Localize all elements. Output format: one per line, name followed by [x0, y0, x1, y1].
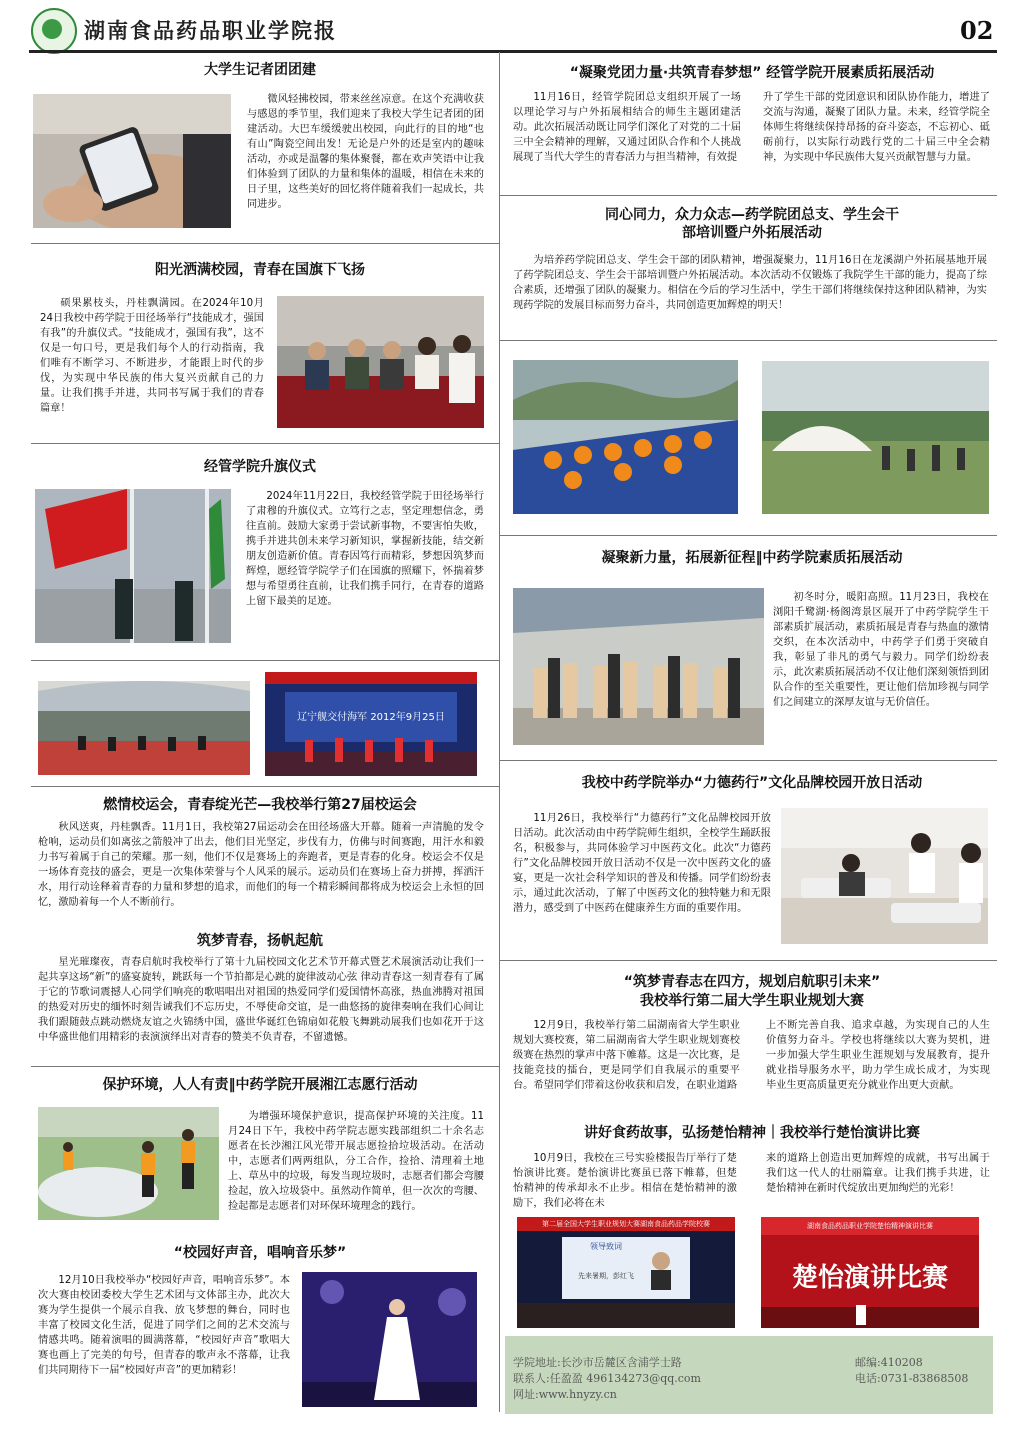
footer-postcode: 邮编:410208 — [855, 1356, 923, 1369]
photo-tcm-massage — [781, 808, 988, 944]
article-body-career-left: 12月9日，我校举行第二届湖南省大学生职业规划大赛校赛，第二届湖南省大学生职业规划赛校级赛在热烈的掌声中落下帷幕。这是一次比赛，是技能竞技的擂台，更是同学们自我展示的重要平台。希望同学们带着这份收获和启发，在职业道路 — [513, 1020, 740, 1091]
article-body-flag-youth: 硕果累枝头，丹桂飘满园。在2024年10月24日我校中药学院于田径场举行“技能成才，强国有我”的升旗仪式。“技能成才，强国有我”，这不仅是一句口号，更是我们每个人的行动指南，我们唯有不断学习、不断进步，才能跟上时代的步伐，为实现中华民族的伟大复兴贡献自己的力量。让我们携手并进，共同书写属于我们的青春篇章！ — [40, 298, 264, 414]
stage-banner-text: 辽宁舰交付海军 2012年9月25日 — [297, 712, 445, 723]
article-title-econ-flag: 经管学院升旗仪式 — [204, 459, 316, 475]
footer-address: 学院地址:长沙市岳麓区含浦学士路 — [513, 1356, 682, 1369]
article-title-chuyi-speech: 讲好食药故事，弘扬楚怡精神｜我校举行楚怡演讲比赛 — [584, 1125, 920, 1141]
newspaper-title: 湖南食品药品职业学院报 — [84, 18, 337, 43]
career-photo-banner: 第二届全国大学生职业规划大赛湖南食品药品学院校赛 — [542, 1220, 710, 1228]
article-title-tcm-expansion: 凝聚新力量，拓展新征程‖中药学院素质拓展活动 — [601, 550, 903, 566]
header-rule — [29, 50, 997, 53]
photo-outdoor-tent — [762, 361, 989, 514]
article-title-career-2: 我校举行第二届大学生职业规划大赛 — [640, 993, 864, 1009]
photo-ceremony-guests — [277, 296, 484, 428]
divider — [499, 760, 997, 761]
article-title-sports-meet: 燃情校运会，青春绽光芒—我校举行第27届校运会 — [103, 797, 417, 813]
career-screen-title: 领导致词 — [590, 1242, 622, 1251]
divider — [31, 1066, 499, 1067]
divider — [499, 960, 997, 961]
contact-footer — [505, 1336, 993, 1414]
article-body-chuyi-right: 来的道路上创造出更加辉煌的成就，书写出属于我们这一代人的壮丽篇章。让我们携手共进，让楚怡精神在新时代绽放出更加绚烂的光彩！ — [766, 1153, 990, 1194]
article-title-campus-voice: “校园好声音，唱响音乐梦” — [173, 1245, 347, 1261]
photo-phone-hands — [33, 94, 231, 228]
article-title-volunteer: 保护环境，人人有责‖中药学院开展湘江志愿行活动 — [102, 1077, 418, 1093]
career-screen-subtitle: 先来暑期，彭红飞 — [578, 1272, 634, 1280]
article-body-career-right: 上不断完善自我、追求卓越，为实现自己的人生价值努力奋斗。学校也将继续以大赛为契机，进一步加强大学生职业生涯规划与发展教育，提升就业指导服务水平，助力学生成长成才，为实现毕业生更高质量更充分就业作出更大贡献。 — [766, 1020, 990, 1091]
footer-website: 网址:www.hnyzy.cn — [513, 1388, 617, 1401]
article-title-flag-youth: 阳光洒满校园，青春在国旗下飞扬 — [155, 262, 365, 278]
photo-flag-raising — [35, 489, 231, 643]
article-body-chuyi-left: 10月9日，我校在三号实验楼报告厅举行了楚怡演讲比赛。楚怡演讲比赛虽已落下帷幕，但楚怡精神的传承却永不止步。相信在楚怡精神的激励下，我们必将在未 — [513, 1153, 737, 1209]
divider — [31, 443, 499, 444]
article-title-art-festival: 筑梦青春，扬帆起航 — [197, 933, 323, 949]
article-body-lide-open-day: 11月26日，我校举行“力德药行”文化品牌校园开放日活动。此次活动由中药学院师生组织，全校学生踊跃报名，积极参与，共同体验学习中医药文化。此次“力德药行”文化品牌校园开放日活动不仅是一次中医药文化的盛宴，更是一次社会科学知识的普及和传播。同学们纷纷表示，通过此次活动，了解了中医药文化的独特魅力和无限潜力，感受到了中医药在健康养生方面的重要作用。 — [513, 813, 771, 914]
column-divider — [499, 52, 500, 1412]
photo-chuyi-stage — [761, 1217, 979, 1328]
divider — [499, 195, 997, 196]
photo-boat-rowing — [513, 360, 738, 514]
divider — [31, 243, 499, 244]
chuyi-photo-big-text: 楚怡演讲比赛 — [791, 1263, 948, 1293]
photo-volunteers — [38, 1107, 219, 1220]
photo-hall-game — [513, 588, 764, 745]
photo-career-stage — [517, 1217, 735, 1328]
article-body-econ-flag: 2024年11月22日，我校经管学院于田径场举行了肃穆的升旗仪式。立笃行之志，坚定理想信念，勇往直前。鼓励大家勇于尝试新事物，不要害怕失败，携手并进共创未来学习新知识，掌握新技能，结交新朋友创造新价值。青春因笃行而精彩，梦想因筑梦而辉煌，愿经管学院学子们在国旗的照耀下，怀揣着梦想与希望勇往直前，让我们携手同行，在青春的道路上留下最美的足迹。 — [246, 491, 484, 607]
article-title-pharmacy-training-1: 同心同力，众力众志—药学院团总支、学生会干 — [605, 207, 899, 223]
divider — [499, 535, 997, 536]
photo-sports-track — [38, 681, 250, 775]
article-body-sports-meet: 秋风送爽，丹桂飘香。11月1日，我校第27届运动会在田径场盛大开幕。随着一声清脆的发令枪响，运动员们如离弦之箭般冲了出去，他们目光坚定，步伐有力，仿佛与时间赛跑，用汗水和毅力书写着属于自己的荣耀。那一刻，他们不仅是赛场上的奔跑者，更是青春的化身。校运会不仅是一场体育竞技的盛会，更是一次集体荣誉与个人风采的展示。运动员们在赛场上奋力拼搏，挥洒汗水，用行动诠释着青春的力量和梦想的追求，而他们的每一个精彩瞬间都将成为校运会上永恒的回忆，激励着每一个人不断前行。 — [38, 822, 484, 908]
divider — [31, 660, 499, 661]
article-body-econ-expansion-right: 升了学生干部的党团意识和团队协作能力，增进了交流与沟通，凝聚了团队力量。未来，经管学院全体师生将继续保持昂扬的奋斗姿态，不忘初心、砥砺前行，以实际行动践行党的二十届三中全会精神，为实现中华民族伟大复兴贡献智慧与力量。 — [763, 92, 990, 163]
article-title-career-1: “筑梦青春志在四方，规划启航职引未来” — [623, 974, 881, 990]
article-body-reporters: 微风轻拂校园，带来丝丝凉意。在这个充满收获与感恩的季节里，我们迎来了我校大学生记者团的团建活动。大巴车缓缓驶出校园，向此行的目的地“也有山”陶瓷空间出发！无论是户外的还是室内的趣味活动，亦或是温馨的集体聚餐，都在欢声笑语中让我们体验到了团队的力量和集体的温暖，相信在未来的日子里，这些美好的回忆将伴随着我们一起成长，共同进步。 — [247, 94, 484, 210]
photo-singer — [302, 1272, 477, 1407]
article-title-reporters: 大学生记者团团建 — [204, 62, 316, 78]
photo-stage-show — [265, 672, 477, 776]
article-body-campus-voice: 12月10日我校举办“校园好声音，唱响音乐梦”。本次大赛由校团委校大学生艺术团与文体部主办，此次大赛为学生提供一个展示自我、放飞梦想的舞台，同时也丰富了校园文化生活，促进了同学们之间的艺术交流与情感共鸣。随着演唱的圆满落幕，“校园好声音”歌唱大赛也画上了完美的句号，但青春的歌声永不落幕，让我们共同期待下一届“校园好声音”的更加精彩！ — [38, 1275, 290, 1376]
article-body-econ-expansion-left: 11月16日，经管学院团总支组织开展了一场以理论学习与户外拓展相结合的师生主题团建活动。此次拓展活动既让同学们深化了对党的二十届三中全会精神的理解，又通过团队合作和个人挑战展现了当代大学生的青春活力与担当精神，有效提 — [513, 92, 741, 163]
chuyi-photo-banner: 湖南食品药品职业学院楚怡精神演讲比赛 — [807, 1222, 933, 1230]
article-body-art-festival: 星光璀璨夜，青春启航时我校举行了第十九届校园文化艺术节开幕式暨艺术展演活动让我们一起共享这场“新”的盛宴旋转，跳跃每一个节拍都是心跳的旋律波动心弦 律动青春这一刻青春有了属于它的节歌词震撼人心同学们响亮的歌唱唱出对祖国的热爱同学们爱国情怀高涨，热血沸腾对祖国的热爱对历史的缅怀时刻告诫我们不忘历史，不辱使命交谊，是一曲悠扬的旋律奏响在我们心间让我们跟随鼓点跳动燃烧友谊之火锦绣中国，盛世华诞红色锦扇如花般飞舞跳动展我们也如花开于这中华盛世他们用精彩的表演演绎出对青春的赞美不负青春，不留遗憾。 — [38, 957, 484, 1043]
article-title-lide-open-day: 我校中药学院举办“力德药行”文化品牌校园开放日活动 — [581, 775, 923, 791]
school-logo — [31, 8, 77, 54]
article-title-pharmacy-training-2: 部培训暨户外拓展活动 — [682, 225, 822, 241]
divider — [31, 786, 499, 787]
article-body-tcm-expansion: 初冬时分，暖阳高照。11月23日，我校在浏阳千鹭湖·杨阁湾景区展开了中药学院学生干部素质扩展活动，素质拓展是青春与热血的激情交织，在本次活动中，中药学子们勇于突破自我，彰显了非凡的勇气与毅力。同学们纷纷表示，此次素质拓展活动不仅让他们深刻领悟到团队合作的至关重要性，更让他们倍加珍视与同学们之间建立的深厚友谊与无价信任。 — [773, 592, 989, 708]
article-title-econ-expansion: “凝聚党团力量·共筑青春梦想” 经管学院开展素质拓展活动 — [569, 65, 935, 81]
article-body-pharmacy-training: 为培养药学院团总支、学生会干部的团队精神，增强凝聚力，11月16日在龙溪湖户外拓展基地开展了药学院团总支、学生会干部培训暨户外拓展活动。本次活动不仅锻炼了我院学生干部的能力，提高了综合素质，还增强了团队的凝聚力。相信在今后的学习生活中，学生干部们将继续保持这种团队精神，为实现药学院的发展目标而努力奋斗，共同创造更加辉煌的明天！ — [513, 255, 987, 311]
page-number: 02 — [960, 16, 994, 45]
divider — [499, 340, 997, 341]
footer-phone: 电话:0731-83868508 — [855, 1372, 969, 1385]
footer-contact: 联系人:任盈盈 496134273@qq.com — [513, 1372, 701, 1385]
article-body-volunteer: 为增强环境保护意识，提高保护环境的关注度。11月24日下午，我校中药学院志愿实践部组织二十余名志愿者在长沙湘江风光带开展志愿捡拾垃圾活动。在活动中，志愿者们两两组队，分工合作，捡拾、清理着土地上、草丛中的垃圾，每发当现垃圾时，志愿者们都会弯腰捡起，放入垃圾袋中。虽然动作简单，但一次次的弯腰、捡起都是志愿者们对环保环境理念的践行。 — [228, 1111, 484, 1212]
